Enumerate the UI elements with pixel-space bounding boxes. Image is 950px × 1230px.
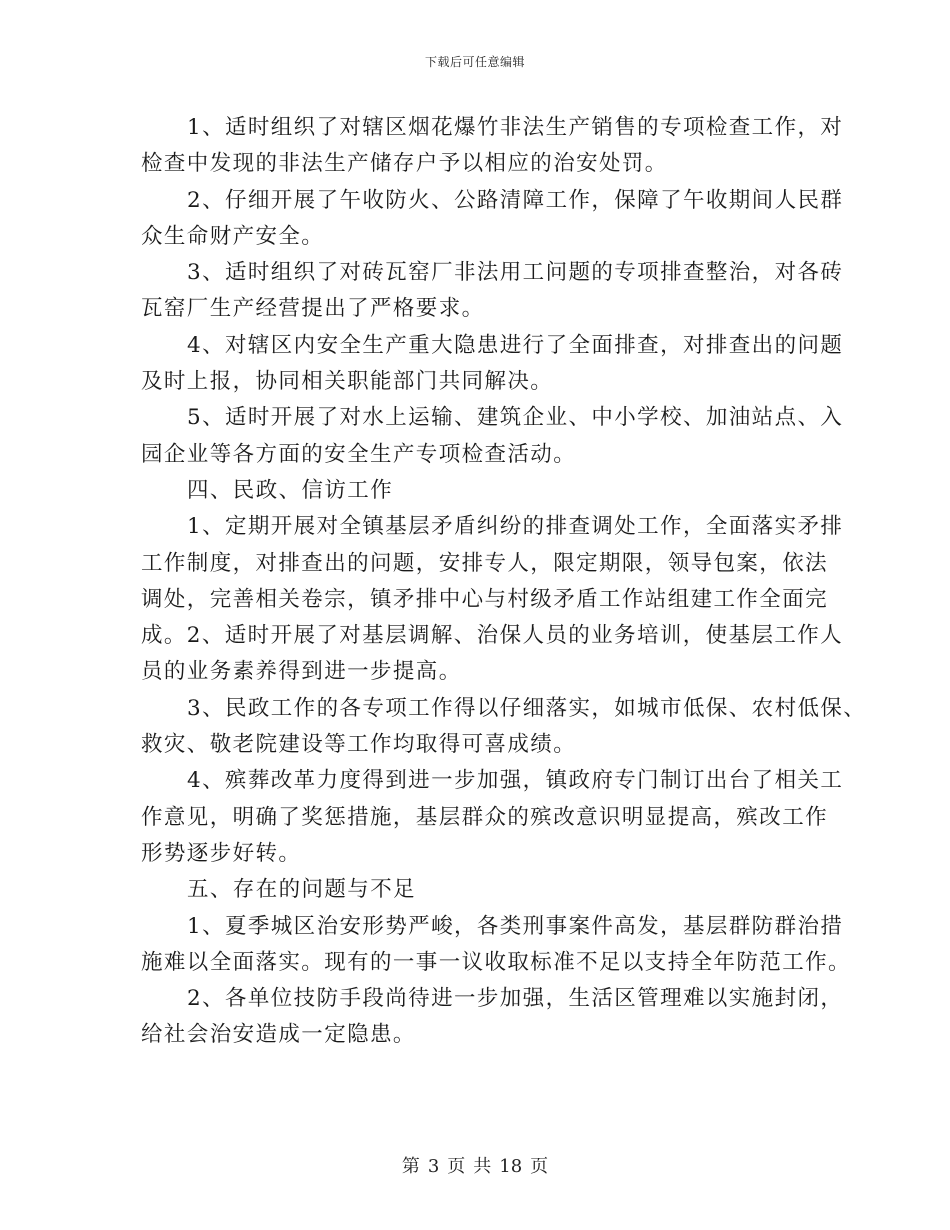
paragraph-line: 1、夏季城区治安形势严峻，各类刑事案件高发，基层群防群治措 bbox=[187, 913, 844, 939]
current-page-number: 3 bbox=[427, 1156, 440, 1177]
paragraph-line: 工作制度，对排查出的问题，安排专人，限定期限，领导包案，依法 bbox=[141, 550, 829, 576]
paragraph-line: 给社会治安造成一定隐患。 bbox=[141, 1022, 416, 1048]
paragraph-line: 1、定期开展对全镇基层矛盾纠纷的排查调处工作，全面落实矛排 bbox=[187, 514, 844, 540]
footer-suffix: 页 bbox=[530, 1156, 549, 1177]
paragraph-line: 瓦窑厂生产经营提出了严格要求。 bbox=[141, 296, 485, 322]
paragraph-line: 检查中发现的非法生产储存户予以相应的治安处罚。 bbox=[141, 151, 668, 177]
paragraph-line: 及时上报，协同相关职能部门共同解决。 bbox=[141, 369, 554, 395]
paragraph-line: 2、仔细开展了午收防火、公路清障工作，保障了午收期间人民群 bbox=[187, 187, 844, 213]
paragraph-line: 众生命财产安全。 bbox=[141, 223, 325, 249]
document-body bbox=[141, 110, 867, 1054]
footer-total-word: 共 bbox=[473, 1156, 492, 1177]
section-heading: 五、存在的问题与不足 bbox=[187, 877, 417, 903]
paragraph-line: 成。2、适时开展了对基层调解、治保人员的业务培训，使基层工作人 bbox=[141, 623, 844, 649]
paragraph-line: 员的业务素养得到进一步提高。 bbox=[141, 659, 462, 685]
paragraph-line: 1、适时组织了对辖区烟花爆竹非法生产销售的专项检查工作，对 bbox=[187, 115, 844, 140]
paragraph-line: 园企业等各方面的安全生产专项检查活动。 bbox=[141, 441, 577, 467]
paragraph-line: 4、对辖区内安全生产重大隐患进行了全面排查，对排查出的问题 bbox=[187, 332, 844, 358]
paragraph-line: 4、殡葬改革力度得到进一步加强，镇政府专门制订出台了相关工 bbox=[187, 768, 844, 794]
footer-page-word: 页 bbox=[447, 1156, 466, 1177]
section-heading: 四、民政、信访工作 bbox=[187, 477, 394, 503]
footer-prefix: 第 bbox=[401, 1156, 420, 1177]
page-footer bbox=[0, 1152, 950, 1178]
paragraph-line: 3、适时组织了对砖瓦窑厂非法用工问题的专项排查整治，对各砖 bbox=[187, 260, 844, 286]
paragraph-line: 救灾、敬老院建设等工作均取得可喜成绩。 bbox=[141, 732, 577, 758]
paragraph-line: 2、各单位技防手段尚待进一步加强，生活区管理难以实施封闭， bbox=[187, 986, 844, 1012]
paragraph-line: 施难以全面落实。现有的一事一议收取标准不足以支持全年防范工作。 bbox=[141, 949, 851, 975]
page-header: 下载后可任意编辑 bbox=[424, 55, 525, 69]
paragraph-line: 调处，完善相关卷宗，镇矛排中心与村级矛盾工作站组建工作全面完 bbox=[141, 586, 829, 612]
paragraph-line: 作意见，明确了奖惩措施，基层群众的殡改意识明显提高，殡改工作 bbox=[141, 804, 829, 830]
paragraph-line: 3、民政工作的各专项工作得以仔细落实，如城市低保、农村低保、 bbox=[187, 695, 867, 721]
total-pages-number: 18 bbox=[499, 1156, 523, 1177]
paragraph-line: 形势逐步好转。 bbox=[141, 840, 302, 866]
paragraph-line: 5、适时开展了对水上运输、建筑企业、中小学校、加油站点、入 bbox=[187, 405, 844, 431]
